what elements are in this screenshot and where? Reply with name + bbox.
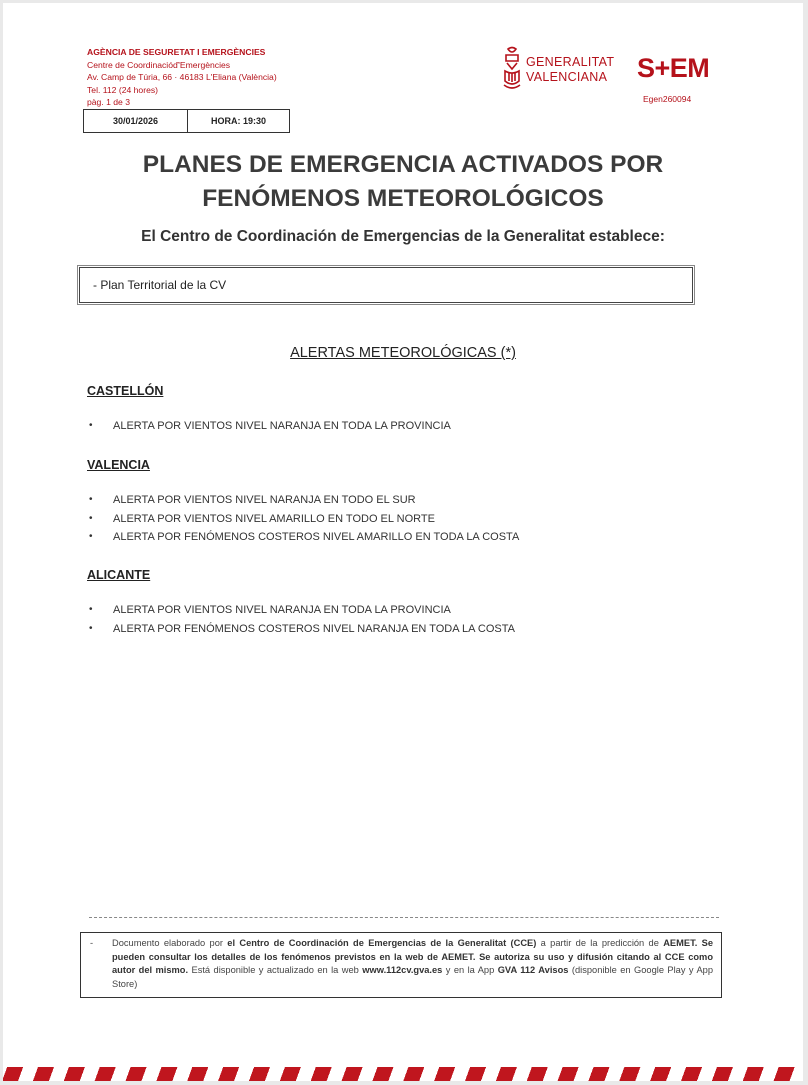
footer-app-name: GVA 112 Avisos bbox=[497, 965, 569, 975]
footer-bold-1: el Centro de Coordinación de Emergencias de la Generalitat (CCE) bbox=[227, 938, 537, 948]
agency-header bbox=[87, 46, 277, 109]
bullet-icon: • bbox=[89, 512, 93, 524]
footer-dash: - bbox=[90, 938, 94, 948]
bullet-icon: • bbox=[89, 531, 93, 543]
page-number: pàg. 1 de 3 bbox=[87, 97, 131, 108]
list-item: • ALERTA POR VIENTOS NIVEL NARANJA EN TODA LA PROVINCIA bbox=[87, 601, 515, 620]
bullet-icon: • bbox=[89, 420, 93, 431]
bullet-icon: • bbox=[89, 494, 93, 505]
footer-divider bbox=[89, 917, 719, 918]
footer-bold-2: AEMET. Se pueden consultar los detalles de los fenómenos previstos en la web de AEMET. Se autoriza su uso y difusión citando al CCE como autor del mismo. bbox=[112, 938, 713, 975]
footer-text-5: (disponible en Google Play y App Store) bbox=[112, 965, 714, 989]
title-line-1: PLANES DE EMERGENCIA ACTIVADOS POR bbox=[142, 151, 664, 178]
document-code: Egen260094 bbox=[643, 94, 692, 104]
agency-name: AGÈNCIA DE SEGURETAT I EMERGÈNCIES bbox=[87, 47, 266, 57]
alerts-castellon bbox=[87, 417, 451, 436]
list-item: • ALERTA POR VIENTOS NIVEL AMARILLO EN TODO EL NORTE bbox=[87, 510, 519, 529]
page-title bbox=[63, 148, 743, 216]
document-page bbox=[3, 3, 803, 1081]
gv-line-2: VALENCIANA bbox=[526, 70, 608, 84]
list-item: • ALERTA POR FENÓMENOS COSTEROS NIVEL NARANJA EN TODA LA COSTA bbox=[87, 620, 515, 639]
date-cell: 30/01/2026 bbox=[84, 110, 188, 132]
gv-line-1: GENERALITAT bbox=[526, 55, 615, 69]
footer-text-2: a partir de la predicción de bbox=[536, 938, 664, 948]
generalitat-logo-text bbox=[526, 55, 614, 85]
plan-text: - Plan Territorial de la CV bbox=[93, 278, 227, 292]
province-alicante: ALICANTE bbox=[87, 568, 151, 582]
footer-text-3: Está disponible y actualizado en la web bbox=[188, 965, 363, 975]
footer-text-1: Documento elaborado por bbox=[112, 938, 228, 948]
time-cell: HORA: 19:30 bbox=[210, 116, 266, 126]
agency-phone: Tel. 112 (24 hores) bbox=[87, 84, 159, 95]
alerts-valencia bbox=[87, 491, 519, 547]
title-line-2: FENÓMENOS METEOROLÓGICOS bbox=[202, 185, 604, 212]
agency-address: Av. Camp de Túria, 66 · 46183 L'Eliana (València) bbox=[87, 72, 277, 83]
alerts-heading: ALERTAS METEOROLÓGICAS (*) bbox=[290, 345, 516, 361]
page-subtitle: El Centro de Coordinación de Emergencias de la Generalitat establece: bbox=[141, 228, 665, 245]
plan-box bbox=[79, 267, 693, 303]
bullet-icon: • bbox=[89, 604, 93, 615]
province-castellon: CASTELLÓN bbox=[87, 384, 164, 398]
footer-text-4: y en la App bbox=[442, 965, 498, 975]
footer-note bbox=[80, 932, 722, 998]
bullet-icon: • bbox=[89, 622, 93, 634]
decorative-stripes bbox=[3, 1067, 803, 1081]
sem-logo: S+EM bbox=[637, 53, 710, 83]
province-valencia: VALENCIA bbox=[87, 458, 150, 472]
list-item: • ALERTA POR FENÓMENOS COSTEROS NIVEL AMARILLO EN TODA LA COSTA bbox=[87, 528, 519, 547]
list-item: • ALERTA POR VIENTOS NIVEL NARANJA EN TODA LA PROVINCIA bbox=[87, 417, 451, 436]
alerts-alicante bbox=[87, 601, 515, 638]
footer-link-web[interactable]: www.112cv.gva.es bbox=[362, 965, 443, 975]
date-time-box bbox=[83, 109, 290, 133]
list-item: • ALERTA POR VIENTOS NIVEL NARANJA EN TODO EL SUR bbox=[87, 491, 519, 510]
agency-center: Centre de Coordinacióď'Emergències bbox=[87, 59, 231, 70]
